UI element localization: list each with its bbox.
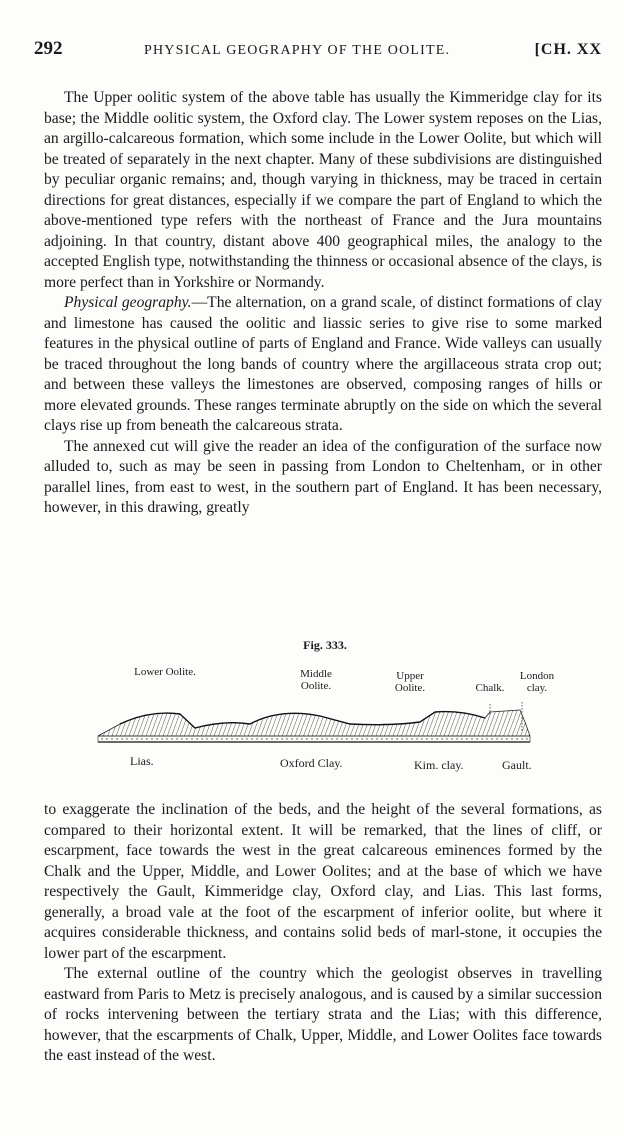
running-header xyxy=(34,38,602,62)
label-chalk: Chalk. xyxy=(475,682,505,694)
geological-section-diagram xyxy=(90,702,560,748)
paragraph-text: —The alternation, on a grand scale, of distinct formations of clay and limestone has caused the oolitic and liassic series to give rise to some marked features in the physical outline of parts of England and France. Wide valleys can usually be traced throughout the long bands of country where the argillaceous strata crop out; and between these valleys the limestones are observed, composing ranges of hills or more elevated grounds. These ranges terminate abruptly on the side on which the several clays rise up from beneath the calcareous strata. xyxy=(44,294,602,434)
label-gault: Gault. xyxy=(502,758,532,772)
page-number: 292 xyxy=(34,38,63,59)
figure-caption: Fig. 333. xyxy=(303,638,347,652)
paragraph xyxy=(44,88,602,293)
chapter-marker: [CH. XX xyxy=(534,41,602,58)
paragraph xyxy=(44,293,602,437)
label-lias: Lias. xyxy=(130,754,154,768)
paragraph xyxy=(44,437,602,519)
paragraph-text: The annexed cut will give the reader an idea of the configuration of the surface now alluded to, such as may be seen in passing from London to Cheltenham, or in other parallel lines, from east to west, in the southern part of England. It has been necessary, however, in this drawing, greatly xyxy=(44,437,602,516)
paragraph-text: The Upper oolitic system of the above table has usually the Kimmeridge clay for its base; the Middle oolitic system, the Oxford clay. The Lower system reposes on the Lias, an argillo-calcareous formation, which some include in the Lower Oolite, but which will be treated of separately in the next chapter. Many of these subdivisions are distinguished by peculiar organic remains; and, though varying in thickness, may be traced in certain directions for great distances, especially if we compare the part of England to which the above-mentioned type refers with the northeast of France and the Jura mountains adjoining. In that country, distant above 400 geographical miles, the analogy to the accepted English type, notwithstanding the thinness or occasional absence of the clays, is more perfect than in Yorkshire or Normandy. xyxy=(44,89,602,291)
label-oxford-clay: Oxford Clay. xyxy=(280,756,343,770)
body-text-bottom xyxy=(44,800,602,1067)
base-strata xyxy=(98,736,530,742)
paragraph-text: to exaggerate the inclination of the beds, and the height of the several formations, as compared to their horizontal extent. It will be remarked, that the lines of cliff, or escarpment, face towards the west in the great calcareous eminences formed by the Chalk and the Upper, Middle, and Lower Oolites; and at the base of which we have respectively the Gault, Kimmeridge clay, Oxford clay, and Lias. This last forms, generally, a broad vale at the foot of the escarpment of inferior oolite, but where it acquires considerable thickness, and contains solid beds of marl-stone, it occupies the lower part of the escarpment. xyxy=(44,801,602,962)
running-title: PHYSICAL GEOGRAPHY OF THE OOLITE. xyxy=(144,43,451,58)
paragraph xyxy=(44,800,602,964)
body-text-top xyxy=(44,88,602,519)
paragraph-text: The external outline of the country which the geologist observes in travelling eastward from Paris to Metz is precisely analogous, and is caused by a similar succession of rocks intervening between the tertiary strata and the Lias; with this difference, however, that the escarpments of Chalk, Upper, Middle, and Lower Oolites face towards the east instead of the west. xyxy=(44,965,602,1064)
label-london-clay: London clay. xyxy=(519,670,555,694)
label-kim-clay: Kim. clay. xyxy=(414,758,464,772)
label-middle-oolite: Middle Oolite. xyxy=(300,668,332,692)
figure-333 xyxy=(90,638,560,778)
section-lead: Physical geography. xyxy=(64,294,192,311)
label-upper-oolite: Upper Oolite. xyxy=(394,670,426,694)
paragraph xyxy=(44,964,602,1067)
label-lower-oolite: Lower Oolite. xyxy=(134,666,196,678)
